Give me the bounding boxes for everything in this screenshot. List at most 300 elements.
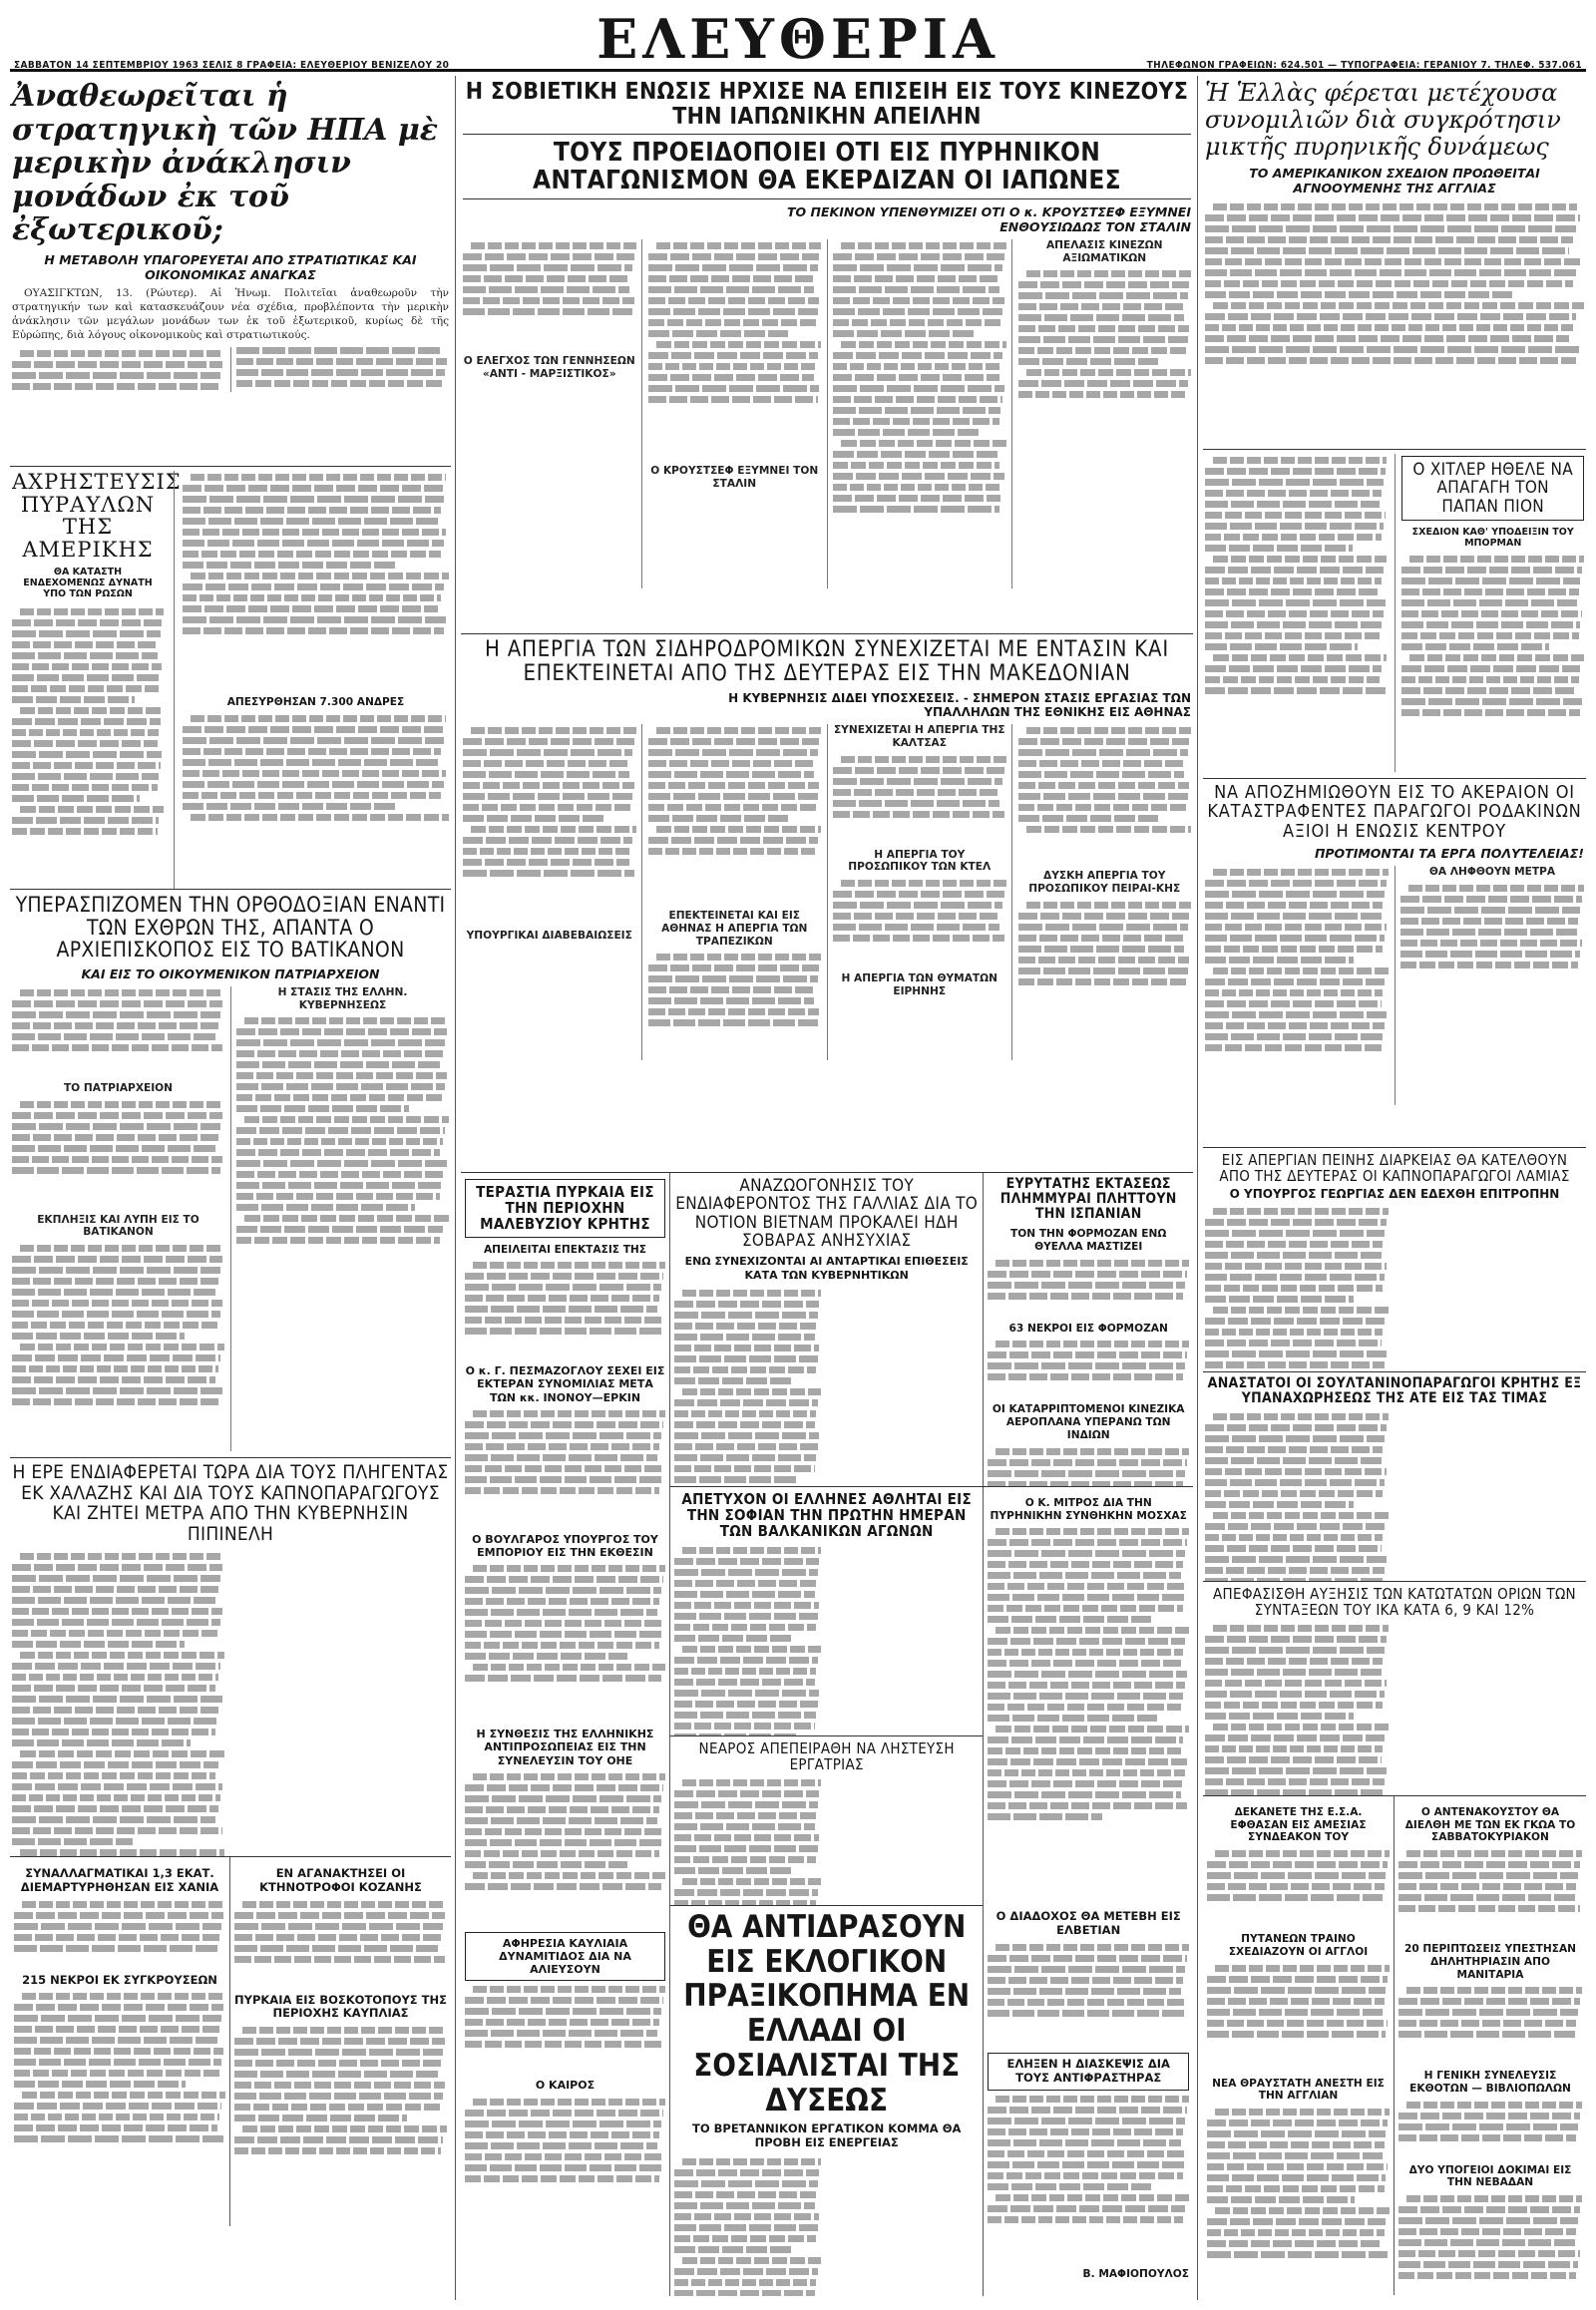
text-line	[1398, 2272, 1576, 2279]
text-line	[988, 2216, 1183, 2223]
body-text-lines	[988, 1445, 1189, 1486]
body-text-lines	[1398, 2192, 1582, 2295]
text-line	[463, 782, 634, 789]
body-text-lines	[1205, 454, 1387, 772]
text-line	[183, 770, 446, 777]
text-line	[1018, 314, 1185, 321]
text-line	[183, 759, 438, 766]
text-line	[12, 1387, 222, 1394]
text-line	[988, 1802, 1187, 1809]
text-line	[1205, 957, 1354, 963]
text-line	[465, 2164, 661, 2171]
text-line	[1026, 826, 1192, 833]
text-line	[12, 1322, 218, 1329]
text-line	[12, 372, 220, 379]
text-line	[841, 756, 1006, 763]
text-line	[1018, 325, 1190, 332]
text-line	[674, 1334, 815, 1341]
text-line	[1205, 1252, 1382, 1259]
lead-text: ΟΥΑΣΙΓΚΤΩΝ, 13. (Ρώυτερ). Αἱ Ἡνωμ. Πολιτεῖαι ἀναθεωροῦν τὴν στρατηγικήν των καὶ κατασκευάζουν νέα σχέδια, προβλέποντα τὴν μερικὴν ἀνάκλησιν τῶν μεγάλων μονάδων των ἐκ τοῦ ἐξωτερικοῦ, κυρίως δὲ τῆς Εὐρώπης, διὰ λόγους οἰκονομικοὺς καὶ στρατιωτικούς.	[12, 286, 449, 341]
text-line	[1018, 967, 1188, 974]
brief-headline: ΕΝ ΑΓΑΝΑΚΤΗΣΕΙ ΟΙ ΚΤΗΝΟΤΡΟΦΟΙ ΚΟΖΑΝΗΣ	[259, 1866, 422, 1894]
text-line	[234, 2060, 441, 2067]
text-line	[1205, 632, 1380, 639]
text-line	[1205, 280, 1573, 287]
text-line	[1401, 599, 1576, 606]
masthead-phones: ΤΗΛΕΦΩΝΟΝ ΓΡΑΦΕΙΩΝ: 624.501 — ΤΥΠΟΓΡΑΦΕΙΑ: ΓΕΡΑΝΙΟΥ 7. ΤΗΛΕΦ. 537.061	[1146, 60, 1582, 71]
text-line	[656, 826, 822, 833]
section-head: Ο ΕΛΕΓΧΟΣ ΤΩΝ ΓΕΝΝΗΣΕΩΝ «ΑΝΤΙ - ΜΑΡΞΙΣΤΙΚΟΣ»	[463, 354, 635, 380]
text-line	[674, 1845, 818, 1852]
text-line	[1398, 2113, 1580, 2119]
text-line	[1205, 225, 1576, 232]
text-line	[674, 1355, 818, 1362]
body-text-lines	[1205, 1622, 1389, 1796]
text-line	[465, 2019, 659, 2026]
text-line	[465, 1675, 661, 1682]
text-line	[12, 1718, 218, 1725]
text-line	[674, 1454, 816, 1461]
headline: Ἀναθεωρεῖται ἡ στρατηγικὴ τῶν ΗΠΑ μὲ μερικὴν ἀνάκλησιν μονάδων ἐκ τοῦ ἐξωτερικοῦ;	[12, 79, 439, 248]
text-line	[12, 1022, 218, 1029]
text-line	[12, 1838, 133, 1845]
text-line	[674, 1889, 818, 1896]
text-line	[833, 396, 1002, 403]
text-line	[20, 707, 164, 714]
article-raisins	[1203, 1372, 1586, 1582]
text-line	[1213, 1512, 1389, 1519]
subheadline: ΤΟ ΒΡΕΤΑΝΝΙΚΟΝ ΕΡΓΑΤΙΚΟΝ ΚΟΜΜΑ ΘΑ ΠΡΟΒΗ ΕΙΣ ΕΝΕΡΓΕΙΑΣ	[692, 2121, 962, 2150]
text-line	[1207, 2031, 1386, 2038]
text-line	[833, 913, 1000, 920]
text-line	[14, 1934, 219, 1941]
article-body	[12, 986, 449, 1451]
text-line	[841, 341, 1006, 348]
text-line	[244, 1116, 449, 1123]
text-line	[833, 451, 1000, 458]
body-text-lines	[648, 724, 822, 904]
text-line	[1205, 902, 1383, 909]
text-line	[648, 997, 815, 1004]
text-line	[1207, 2119, 1388, 2126]
text-line	[1207, 2009, 1383, 2016]
text-line	[1401, 698, 1582, 705]
subheadline: ΕΝΩ ΣΥΝΕΧΙΖΟΝΤΑΙ ΑΙ ΑΝΤΑΡΤΙΚΑΙ ΕΠΙΘΕΣΕΙΣ ΚΑΤΑ ΤΩΝ ΚΥΒΕΡΝΗΤΙΚΩΝ	[684, 1255, 969, 1282]
text-line	[14, 2004, 223, 2011]
text-line	[1018, 957, 1190, 963]
text-line	[473, 1262, 665, 1269]
section-head: ΕΚΠΛΗΞΙΣ ΚΑΙ ΛΥΠΗ ΕΙΣ ΤΟ ΒΑΤΙΚΑΝΟΝ	[37, 1213, 200, 1239]
text-line	[1409, 556, 1584, 563]
text-line	[833, 495, 1000, 502]
text-line	[674, 1635, 793, 1642]
text-line	[996, 2194, 1189, 2201]
text-line	[674, 1602, 819, 1609]
text-line	[465, 1850, 659, 1857]
body-text-lines	[1398, 1984, 1582, 2064]
text-line	[833, 924, 999, 931]
subheadline: ΣΧΕΔΙΟΝ ΚΑΘ' ΥΠΟΔΕΙΞΙΝ ΤΟΥ ΜΠΟΡΜΑΝ	[1411, 527, 1574, 550]
text-line	[12, 1575, 220, 1582]
text-line	[1400, 929, 1577, 936]
text-line	[236, 1237, 440, 1244]
text-line	[841, 440, 1006, 447]
text-line	[682, 1878, 821, 1885]
text-line	[12, 1729, 215, 1735]
text-line	[1406, 1987, 1582, 1994]
text-line	[1207, 2218, 1386, 2225]
text-line	[465, 1432, 661, 1439]
text-line	[465, 1653, 627, 1660]
text-line	[1205, 1435, 1385, 1442]
text-line	[674, 1867, 793, 1874]
text-line	[12, 740, 158, 747]
text-line	[1406, 1850, 1582, 1857]
left-column	[10, 76, 451, 2300]
body-text-lines	[674, 1544, 821, 1736]
text-line	[12, 1123, 220, 1130]
text-line	[1207, 2185, 1385, 2192]
text-line	[648, 738, 820, 745]
body-text-lines	[1207, 2106, 1390, 2295]
text-line	[1207, 2020, 1388, 2027]
text-line	[648, 297, 820, 304]
text-line	[674, 1624, 816, 1631]
text-line	[1018, 391, 1186, 398]
text-line	[12, 1794, 220, 1801]
body-text-lines	[1398, 2099, 1582, 2158]
article-missiles	[10, 467, 451, 890]
text-line	[674, 1399, 818, 1406]
article-robbery	[670, 1736, 983, 1906]
brief-headline: ΠΥΡΚΑΙΑ ΕΙΣ ΒΟΣΚΟΤΟΠΟΥΣ ΤΗΣ ΠΕΡΙΟΧΗΣ ΚΑΥΠΛΙΑΣ	[234, 1992, 447, 2021]
text-line	[12, 1608, 222, 1615]
text-line	[988, 2161, 1185, 2168]
text-line	[1207, 1872, 1386, 1879]
body-text-lines	[1018, 267, 1192, 437]
text-line	[1398, 2009, 1578, 2016]
text-line	[183, 748, 441, 755]
text-line	[12, 685, 159, 692]
text-line	[236, 1072, 447, 1079]
text-line	[988, 1561, 1183, 1568]
text-line	[674, 2279, 816, 2286]
section-head: ΟΙ ΚΑΤΑΡΡΙΠΤΟΜΕΝΟΙ ΚΙΝΕΖΙΚΑ ΑΕΡΟΠΛΑΝΑ ΥΠΕΡΑΝΩ ΤΩΝ ΙΝΔΙΩΝ	[992, 1403, 1185, 1441]
text-line	[1205, 1318, 1385, 1325]
text-line	[1205, 545, 1353, 552]
text-line	[1018, 804, 1186, 811]
text-line	[1018, 924, 1188, 931]
text-line	[12, 630, 161, 637]
text-line	[682, 2158, 821, 2165]
text-line	[465, 1465, 663, 1472]
text-line	[1205, 490, 1382, 497]
body-text-lines	[463, 239, 636, 349]
body-text-lines	[1205, 1410, 1389, 1582]
text-line	[988, 1813, 1102, 1820]
text-line	[473, 1410, 665, 1417]
text-line	[14, 1945, 217, 1952]
text-line	[996, 1260, 1189, 1267]
brief-headline: 215 ΝΕΚΡΟΙ ΕΚ ΣΥΓΚΡΟΥΣΕΩΝ	[22, 1972, 217, 1987]
text-line	[1205, 913, 1382, 920]
text-line	[674, 1323, 816, 1330]
text-line	[1213, 1208, 1389, 1215]
text-line	[1205, 1329, 1383, 1336]
text-line	[656, 954, 822, 961]
text-line	[465, 1598, 659, 1605]
text-line	[674, 1657, 818, 1664]
text-line	[988, 1550, 1185, 1557]
text-line	[465, 1795, 661, 1802]
text-line	[12, 1134, 218, 1141]
article-body	[1205, 1410, 1584, 1582]
text-line	[1205, 1468, 1387, 1475]
center-column	[461, 76, 1193, 2300]
article-body	[674, 1544, 979, 1736]
text-line	[648, 264, 818, 271]
text-line	[1207, 2229, 1385, 2236]
text-line	[996, 1627, 1189, 1634]
text-line	[648, 1008, 820, 1015]
text-line	[1213, 1625, 1389, 1632]
text-line	[12, 1289, 215, 1296]
right-column	[1203, 76, 1586, 2300]
text-line	[183, 507, 441, 514]
text-line	[1018, 358, 1159, 365]
text-line	[471, 727, 636, 734]
subheadline: Η ΜΕΤΑΒΟΛΗ ΥΠΑΓΟΡΕΥΕΤΑΙ ΑΠΟ ΣΤΡΑΤΙΩΤΙΚΑΣ ΚΑΙ ΟΙΚΟΝΟΜΙΚΑΣ ΑΝΑΓΚΑΣ	[44, 251, 417, 282]
text-line	[465, 1317, 663, 1324]
text-line	[648, 286, 815, 293]
text-line	[12, 1278, 218, 1285]
text-line	[14, 1923, 221, 1930]
brief-headline: ΕΛΗΞΕΝ Η ΔΙΑΣΚΕΨΙΣ ΔΙΑ ΤΟΥΣ ΑΝΤΙΦΡΑΣΤΗΡΑΣ	[988, 2053, 1189, 2091]
body-text-lines	[12, 605, 164, 890]
text-line	[12, 828, 158, 835]
text-line	[988, 1780, 1183, 1787]
body-text-lines	[12, 1242, 224, 1451]
text-line	[234, 2082, 445, 2089]
brief-headline: ΠΥΤΑΝΕΩΝ ΤΡΑΙΝΟ ΣΧΕΔΙΑΖΟΥΝ ΟΙ ΑΓΓΛΟΙ	[1228, 1933, 1369, 1958]
text-line	[996, 1944, 1189, 1951]
text-line	[988, 1594, 1185, 1601]
text-line	[465, 2142, 657, 2149]
text-line	[1408, 885, 1584, 892]
text-line	[833, 506, 999, 513]
text-line	[674, 1312, 818, 1319]
text-line	[12, 1707, 220, 1714]
section-head: Η ΑΠΕΡΓΙΑ ΤΟΥ ΠΡΟΣΩΠΙΚΟΥ ΤΩΝ ΚΤΕΛ	[848, 848, 992, 874]
text-line	[1205, 1745, 1383, 1752]
text-line	[234, 2147, 441, 2154]
brief-headline: ΔΕΚΑΝΕΤΕ ΤΗΣ Ε.Σ.Α. ΕΦΘΑΣΑΝ ΕΙΣ ΑΜΕΣΙΑΣ ΣΥΝΔΕΑΚΟΝ ΤΟΥ	[1230, 1806, 1367, 1844]
text-line	[988, 1791, 1181, 1798]
text-line	[1026, 902, 1192, 909]
body-text-lines	[988, 1257, 1189, 1317]
text-line	[1018, 347, 1186, 354]
text-line	[674, 2213, 819, 2220]
text-line	[183, 518, 438, 525]
text-line	[1018, 815, 1159, 822]
section-head: ΔΥΣΚΗ ΑΠΕΡΓΙΑ ΤΟΥ ΠΡΟΣΩΠΙΚΟΥ ΠΕΙΡΑΙ-ΚΗΣ	[1028, 870, 1181, 895]
text-line	[236, 1193, 440, 1200]
text-line	[988, 2118, 1185, 2124]
text-line	[656, 727, 822, 734]
text-line	[1205, 236, 1573, 243]
text-line	[1401, 621, 1580, 628]
text-line	[988, 1955, 1187, 1962]
text-line	[996, 1448, 1189, 1455]
text-line	[236, 1149, 440, 1156]
text-line	[1205, 1490, 1383, 1497]
text-line	[183, 540, 444, 547]
article-body	[463, 724, 1191, 1060]
text-line	[12, 1674, 218, 1681]
text-line	[1205, 1713, 1354, 1720]
text-line	[1401, 687, 1576, 694]
text-line	[12, 1564, 222, 1571]
text-line	[12, 1365, 218, 1372]
text-line	[833, 330, 974, 337]
article-pensions	[1203, 1582, 1586, 1796]
text-line	[1398, 2031, 1575, 2038]
section-head: 63 ΝΕΚΡΟΙ ΕΙΣ ΦΟΡΜΟΖΑΝ	[1008, 1322, 1168, 1335]
subheadline: ΑΠΕΙΛΕΙΤΑΙ ΕΠΕΚΤΑΣΙΣ ΤΗΣ	[483, 1243, 647, 1256]
article-floods	[984, 1173, 1193, 1486]
text-line	[236, 1127, 445, 1134]
text-line	[463, 804, 630, 811]
text-line	[236, 1039, 445, 1046]
text-line	[1205, 1479, 1385, 1486]
text-line	[1205, 1350, 1387, 1357]
text-line	[236, 1050, 443, 1057]
body-text-lines	[648, 951, 822, 1060]
text-line	[1207, 2152, 1383, 2159]
text-line	[1018, 292, 1188, 299]
text-line	[1205, 1340, 1382, 1347]
text-line	[833, 374, 999, 381]
text-line	[648, 837, 818, 844]
text-line	[12, 1145, 215, 1152]
text-line	[674, 2180, 818, 2187]
text-line	[1400, 940, 1582, 947]
text-line	[22, 1901, 225, 1908]
text-line	[648, 782, 820, 789]
article-soviet-china	[461, 76, 1193, 634]
text-line	[988, 1616, 1150, 1623]
text-line	[1205, 1022, 1385, 1029]
text-line	[1205, 599, 1386, 606]
headline: ΑΝΑΖΩΟΓΟΝΗΣΙΣ ΤΟΥ ΕΝΔΙΑΦΕΡΟΝΤΟΣ ΤΗΣ ΓΑΛΛΙΑΣ ΔΙΑ ΤΟ ΝΟΤΙΟΝ ΒΙΕΤΝΑΜ ΠΡΟΚΑΛΕΙ ΗΔΗ ΣΟΒΑΡΑΣ ΑΝΗΣΥΧΙΑΣ	[675, 1176, 979, 1252]
text-line	[1398, 2239, 1575, 2246]
text-line	[1205, 1756, 1382, 1763]
text-line	[12, 1112, 222, 1119]
body-text-lines	[674, 1776, 821, 1906]
text-line	[465, 1806, 659, 1813]
text-line	[988, 2128, 1183, 2135]
body-text-lines	[1398, 1847, 1582, 1937]
text-line	[1213, 556, 1387, 563]
text-line	[20, 1652, 224, 1659]
text-line	[12, 1641, 185, 1648]
text-line	[1398, 2206, 1580, 2213]
text-line	[1205, 676, 1380, 683]
text-line	[463, 275, 630, 282]
text-line	[183, 605, 438, 612]
text-line	[1205, 534, 1382, 541]
text-line	[183, 781, 444, 788]
body-text-lines	[1400, 882, 1584, 1001]
text-line	[1018, 978, 1186, 985]
text-line	[648, 975, 818, 982]
article-body	[674, 1287, 979, 1486]
text-line	[682, 1547, 821, 1554]
text-line	[833, 891, 1004, 898]
text-line	[833, 275, 1000, 282]
text-line	[465, 1828, 663, 1835]
brief-headline: Η ΣΥΝΘΕΣΙΣ ΤΗΣ ΕΛΛΗΝΙΚΗΣ ΑΝΤΙΠΡΟΣΩΠΕΙΑΣ ΕΙΣ ΤΗΝ ΣΥΝΕΛΕΥΣΙΝ ΤΟΥ ΟΗΕ	[476, 1728, 654, 1767]
text-line	[12, 1805, 218, 1812]
text-line	[1207, 1998, 1385, 2005]
article-body	[1205, 1205, 1584, 1372]
text-line	[674, 1823, 815, 1830]
text-line	[1398, 2020, 1576, 2027]
text-line	[1400, 896, 1582, 903]
text-line	[236, 358, 447, 365]
text-line	[833, 811, 1004, 818]
text-line	[465, 2110, 663, 2117]
text-line	[1205, 643, 1358, 650]
text-line	[12, 1586, 218, 1593]
text-line	[1207, 2196, 1355, 2203]
text-line	[1205, 1767, 1387, 1774]
text-line	[20, 608, 164, 615]
text-line	[1205, 357, 1576, 364]
text-line	[236, 1226, 443, 1233]
text-line	[1205, 1778, 1385, 1785]
headline: ΤΕΡΑΣΤΙΑ ΠΥΡΚΑΙΑ ΕΙΣ ΤΗΝ ΠΕΡΙΟΧΗΝ ΜΑΛΕΒΥΖΙΟΥ ΚΡΗΤΗΣ	[465, 1179, 665, 1238]
section-head: ΣΥΝΕΧΙΖΕΤΑΙ Η ΑΠΕΡΓΙΑ ΤΗΣ ΚΑΛΤΣΑΣ	[833, 724, 1005, 749]
text-line	[1213, 967, 1389, 974]
text-line	[988, 1769, 1185, 1776]
text-line	[183, 496, 444, 503]
text-line	[1398, 1872, 1578, 1879]
text-line	[674, 1432, 819, 1439]
text-line	[12, 718, 161, 725]
body-text-lines	[236, 1014, 449, 1314]
text-line	[674, 1701, 818, 1708]
text-line	[12, 1156, 222, 1163]
text-line	[988, 1572, 1181, 1579]
text-line	[674, 1569, 818, 1576]
body-text-lines	[465, 1562, 665, 1722]
text-line	[1205, 1241, 1383, 1248]
text-line	[465, 1861, 627, 1868]
text-line	[682, 1779, 821, 1786]
text-line	[234, 1956, 445, 1963]
text-line	[12, 784, 158, 791]
text-line	[1213, 203, 1577, 210]
text-line	[833, 800, 999, 807]
text-line	[12, 1267, 220, 1274]
text-line	[234, 1923, 443, 1930]
body-text-lines	[465, 1770, 665, 1930]
text-line	[674, 1790, 819, 1797]
text-line	[12, 1300, 222, 1307]
text-line	[183, 594, 441, 601]
body-text-lines	[1205, 866, 1389, 1105]
